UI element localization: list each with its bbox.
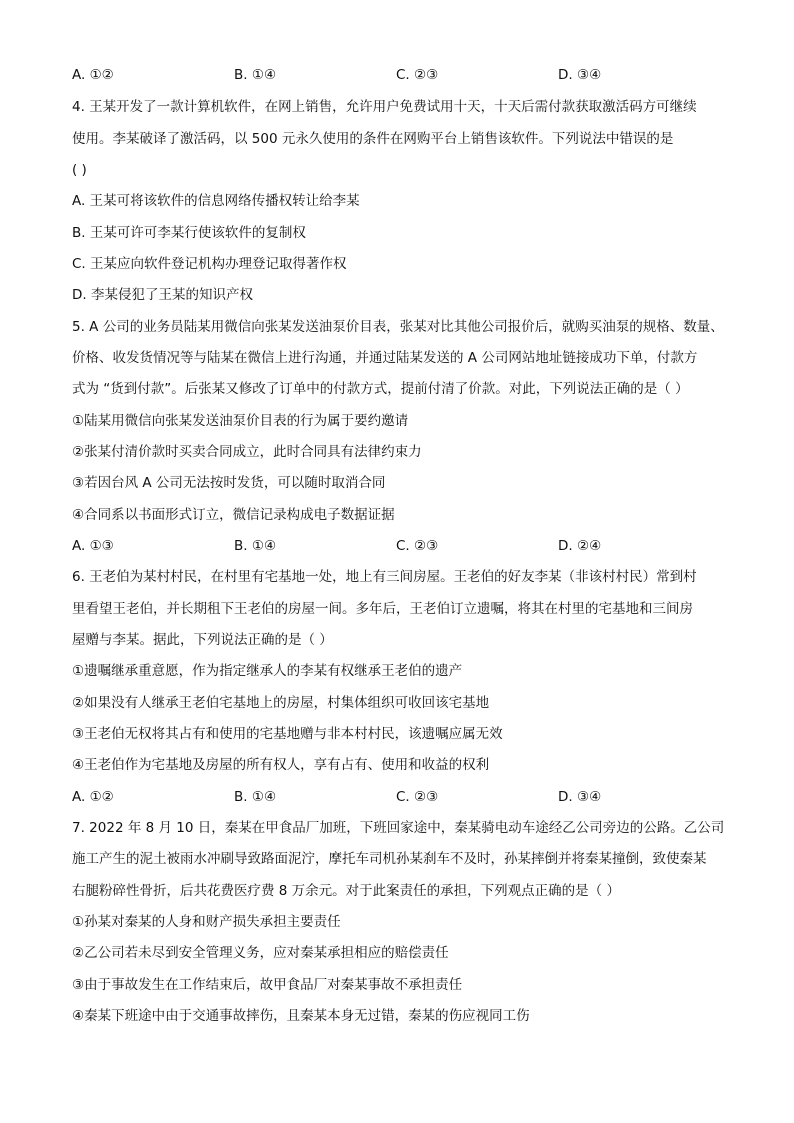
q4-answer-paren: ( ) <box>72 162 87 178</box>
q6-option-c: C. ②③ <box>396 789 439 805</box>
q7-statement-1: ①孙某对秦某的人身和财产损失承担主要责任 <box>72 914 341 930</box>
q4-stem-line-1: 4. 王某开发了一款计算机软件，在网上销售，允许用户免费试用十天，十天后需付款获取激活码方可继续 <box>72 99 697 115</box>
q7-statement-4: ④秦某下班途中由于交通事故摔伤，且秦某本身无过错，秦某的伤应视同工伤 <box>72 1008 530 1024</box>
q5-statement-2: ②张某付清价款时买卖合同成立，此时合同具有法律约束力 <box>72 444 422 460</box>
q7-stem-line-2: 施工产生的泥土被雨水冲刷导致路面泥泞，摩托车司机孙某刹车不及时，孙某摔倒并将秦某撞倒，致使秦某 <box>72 851 707 867</box>
q5-option-c: C. ②③ <box>396 538 439 554</box>
q4-stem-line-2: 使用。李某破译了激活码，以 500 元永久使用的条件在网购平台上销售该软件。下列说法中错误的是 <box>72 131 674 147</box>
q6-option-d: D. ③④ <box>558 789 602 805</box>
q5-statement-4: ④合同系以书面形式订立，微信记录构成电子数据证据 <box>72 507 395 523</box>
q4-option-d: D. 李某侵犯了王某的知识产权 <box>72 287 253 303</box>
q5-stem-line-1: 5. A 公司的业务员陆某用微信向张某发送油泵价目表，张某对比其他公司报价后，就购买油泵的规格、数量、 <box>72 319 724 335</box>
q6-statement-4: ④王老伯作为宅基地及房屋的所有权人，享有占有、使用和收益的权利 <box>72 757 490 773</box>
q7-stem-line-1: 7. 2022 年 8 月 10 日，秦某在甲食品厂加班，下班回家途中，秦某骑电动车途经乙公司旁边的公路。乙公司 <box>72 820 725 836</box>
q5-option-d: D. ②④ <box>558 538 602 554</box>
q7-statement-3: ③由于事故发生在工作结束后，故甲食品厂对秦某事故不承担责任 <box>72 977 463 993</box>
top-option-c: C. ②③ <box>396 67 439 83</box>
q7-stem-line-3: 右腿粉碎性骨折，后共花费医疗费 8 万余元。对于此案责任的承担，下列观点正确的是（ ） <box>72 883 620 899</box>
q6-option-b: B. ①④ <box>234 789 277 805</box>
q7-statement-2: ②乙公司若未尽到安全管理义务，应对秦某承担相应的赔偿责任 <box>72 945 449 961</box>
q5-statement-3: ③若因台风 A 公司无法按时发货，可以随时取消合同 <box>72 475 386 491</box>
q6-statement-2: ②如果没有人继承王老伯宅基地上的房屋，村集体组织可收回该宅基地 <box>72 695 490 711</box>
q6-statement-3: ③王老伯无权将其占有和使用的宅基地赠与非本村村民，该遗嘱应属无效 <box>72 726 503 742</box>
q6-stem-line-3: 屋赠与李某。据此，下列说法正确的是（ ） <box>72 632 333 648</box>
q5-option-b: B. ①④ <box>234 538 277 554</box>
q4-option-b: B. 王某可许可李某行使该软件的复制权 <box>72 225 306 241</box>
q4-option-c: C. 王某应向软件登记机构办理登记取得著作权 <box>72 256 347 272</box>
q5-stem-line-3: 式为 “货到付款”。后张某又修改了订单中的付款方式，提前付清了价款。对此，下列说法正确的是（ ） <box>72 381 689 397</box>
q6-statement-1: ①遗嘱继承重意愿，作为指定继承人的李某有权继承王老伯的遗产 <box>72 663 463 679</box>
q4-option-a: A. 王某可将该软件的信息网络传播权转让给李某 <box>72 193 360 209</box>
top-option-a: A. ①② <box>72 67 114 83</box>
q5-option-a: A. ①③ <box>72 538 114 554</box>
q5-statement-1: ①陆某用微信向张某发送油泵价目表的行为属于要约邀请 <box>72 413 409 429</box>
top-option-b: B. ①④ <box>234 67 277 83</box>
top-option-d: D. ③④ <box>558 67 602 83</box>
q6-stem-line-2: 里看望王老伯，并长期租下王老伯的房屋一间。多年后，王老伯订立遗嘱，将其在村里的宅基地和三间房 <box>72 601 693 617</box>
q6-option-a: A. ①② <box>72 789 114 805</box>
q5-stem-line-2: 价格、收发货情况等与陆某在微信上进行沟通，并通过陆某发送的 A 公司网站地址链接成功下单，付款方 <box>72 350 698 366</box>
q6-stem-line-1: 6. 王老伯为某村村民，在村里有宅基地一处，地上有三间房屋。王老伯的好友李某（非该村村民）常到村 <box>72 569 697 585</box>
